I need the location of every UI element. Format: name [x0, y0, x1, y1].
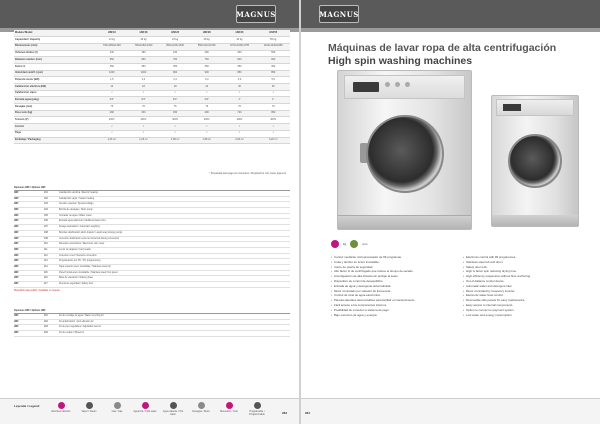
spec-cell: 400V — [128, 117, 160, 124]
spec-cell: 3/4" — [191, 97, 223, 104]
option-code: HSF — [14, 260, 19, 263]
brand-logo-text-right: MAGNUS — [319, 9, 359, 19]
option-ref: 104 — [44, 209, 48, 212]
option-ref: 103 — [44, 203, 48, 206]
spec-row — [14, 137, 290, 144]
legend-label: Vapor / Steam — [81, 410, 97, 413]
spec-cell: 23 kg — [159, 37, 191, 44]
option-code: HSF — [14, 320, 19, 323]
spec-row — [14, 57, 290, 64]
spec-cell: 180 — [128, 50, 160, 57]
option-desc: Programación por PC / PC programming — [59, 260, 101, 263]
spec-cell: 1,68 m³ — [159, 137, 191, 144]
spec-cell: 900 — [223, 57, 257, 64]
feature-item: • Out-of-balance control device. — [463, 279, 587, 284]
spec-cell: 350 — [256, 63, 290, 70]
option-code: HSF — [14, 214, 19, 217]
options-table-1 — [14, 185, 290, 292]
spec-cell: 4,0 — [223, 77, 257, 84]
badge-label-kg: kg — [343, 242, 347, 246]
spec-cell: 1" — [223, 97, 257, 104]
spec-row-label: Embalaje / Packaging — [14, 137, 96, 144]
spec-row-label: Pago — [14, 130, 96, 137]
legend-label: Gas / Gas — [111, 410, 123, 413]
feature-item: • Cuba y tambor en acero inoxidable. — [331, 260, 455, 265]
spec-cell: √ — [223, 90, 257, 97]
legend-bar — [0, 398, 300, 424]
feature-item: • Control de nivel de agua electrónico. — [331, 293, 455, 298]
spec-cell: 350 — [96, 63, 128, 70]
spec-cell: 400V — [96, 117, 128, 124]
page-title-es: Máquinas de lavar ropa de alta centrifugación — [328, 42, 557, 54]
legend-label: Programable / Programmable — [249, 410, 265, 416]
option-code: HSF — [14, 220, 19, 223]
spec-row-label: Calefacción eléctrica (kW) — [14, 84, 96, 91]
spec-cell: 1,26 m³ — [128, 137, 160, 144]
spec-row-label: Factor G — [14, 63, 96, 70]
spec-cell: 28 kg — [191, 37, 223, 44]
spec-cell: 400V — [159, 117, 191, 124]
option-ref: 201 — [44, 315, 48, 317]
legend-label: Eléctrica / Electric — [51, 410, 71, 413]
spec-cell: 13 kg — [96, 37, 128, 44]
spec-cell: 400V — [223, 117, 257, 124]
option-code: HSF — [14, 237, 19, 240]
spec-cell: 720 — [223, 110, 257, 117]
feature-item: • Electronic water level control. — [463, 293, 587, 298]
legend-item — [48, 402, 74, 414]
spec-cell: √ — [159, 130, 191, 137]
spec-cell: √ — [256, 124, 290, 131]
spec-cell: 350 — [191, 63, 223, 70]
display-screen-small — [503, 104, 521, 111]
option-ref: 116 — [44, 277, 48, 280]
spec-row-label: Capacidad / Capacity — [14, 37, 96, 44]
option-desc: Pesaje automático / Automatic weighing — [59, 226, 100, 229]
feature-item: • Stainless steel tub and drum. — [463, 260, 587, 265]
spec-col-header: HSF55 — [256, 30, 290, 37]
spec-cell: √ — [96, 124, 128, 131]
legend-icon — [142, 402, 149, 409]
spec-table — [14, 30, 290, 144]
legend-icon — [170, 402, 177, 409]
spec-row — [14, 63, 290, 70]
spec-badges — [331, 240, 367, 248]
option-code: HSF — [14, 283, 19, 285]
spec-cell: 950 — [256, 110, 290, 117]
option-ref: 110 — [44, 243, 48, 246]
spec-cell: 900 — [159, 70, 191, 77]
spec-cell: 290 — [96, 110, 128, 117]
brand-logo — [236, 5, 276, 23]
legend-bar-right — [301, 398, 600, 424]
option-ref: 202 — [44, 320, 48, 323]
spec-cell: 1,68 m³ — [191, 137, 223, 144]
option-code: HSF — [14, 231, 19, 234]
option-desc: Conexión dosificación externa / External dosing connection — [59, 237, 120, 240]
page-title — [328, 42, 556, 68]
features-list-en — [463, 255, 587, 317]
spec-cell: 400V — [191, 117, 223, 124]
option-ref: 114 — [44, 265, 48, 268]
feature-item: • Automatic water and detergent inlet. — [463, 284, 587, 289]
option-desc: Puerta de seguridad / Safety door — [59, 283, 94, 285]
legend-label: Agua caliente / Hot water — [162, 410, 184, 416]
spec-row-label: Calefacción vapor — [14, 90, 96, 97]
spec-cell: 24 — [191, 84, 223, 91]
spec-row — [14, 104, 290, 111]
machine-base — [338, 215, 471, 229]
spec-cell: 450 — [159, 110, 191, 117]
legend-icon — [254, 402, 261, 409]
porthole-door-small — [508, 134, 562, 188]
option-desc: Tapa superior acero inoxidable / Stainless steel top — [59, 265, 111, 268]
spec-col-header: Modelo/ Model — [14, 30, 96, 37]
spec-row-label: Diámetro tambor (mm) — [14, 57, 96, 64]
spec-row — [14, 43, 290, 50]
spec-row — [14, 50, 290, 57]
option-desc: Monedero electrónico / Electronic coin meter — [59, 243, 105, 246]
machine-base-small — [492, 215, 578, 226]
spec-cell: 3/4" — [96, 97, 128, 104]
option-row — [14, 282, 290, 288]
spec-cell: 76 — [159, 104, 191, 111]
spec-cell: 490 — [191, 110, 223, 117]
spec-row-label: Peso neto (kg) — [14, 110, 96, 117]
spec-cell: √ — [191, 130, 223, 137]
spec-cell: 350 — [128, 63, 160, 70]
spec-cell: 350 — [223, 63, 257, 70]
spec-cell: 850 — [223, 70, 257, 77]
option-ref: 113 — [44, 260, 48, 263]
washer-large-image — [337, 70, 472, 230]
brand-logo-right — [319, 5, 359, 23]
spin-badge-icon — [350, 240, 358, 248]
feature-item: • Amortiguación de alta eficacia sin anclaje al suelo. — [331, 274, 455, 279]
spec-cell: 1" — [256, 97, 290, 104]
control-knob — [395, 82, 400, 87]
spec-row — [14, 124, 290, 131]
spec-cell: 750 — [159, 57, 191, 64]
washer-small-image — [491, 95, 579, 227]
spec-cell: 790x1060x1390 — [128, 43, 160, 50]
option-desc: Conexión a red / Network connection — [59, 254, 97, 257]
spec-row-label: Control — [14, 124, 96, 131]
spec-row-label: Potencia motor (kW) — [14, 77, 96, 84]
feature-item: • Dispositivo de control de desequilibrio. — [331, 279, 455, 284]
option-desc: Kit de pies regulables / Adjustable feet kit — [59, 326, 101, 329]
spec-cell: √ — [159, 124, 191, 131]
feature-item: • Safety door lock. — [463, 265, 587, 270]
feature-item: • Entrada de agua y detergente automatizada. — [331, 284, 455, 289]
option-desc: Kit de reciclaje de agua / Water recycling kit — [59, 315, 104, 317]
brand-logo-text: MAGNUS — [236, 9, 276, 19]
option-ref: 106 — [44, 220, 48, 223]
option-code: HSF — [14, 254, 19, 257]
legend-label: Monedero / Coin — [220, 410, 238, 413]
spec-cell: 350 — [159, 63, 191, 70]
spec-cell: 130 — [96, 50, 128, 57]
option-desc: Contador de agua / Water meter — [59, 214, 92, 217]
spec-row — [14, 84, 290, 91]
spec-cell: 76 — [128, 104, 160, 111]
option-desc: Lector de tarjetas / Card reader — [59, 248, 91, 251]
option-code: HSF — [14, 265, 19, 268]
options-table-2 — [14, 308, 290, 337]
spec-cell: 76 — [96, 104, 128, 111]
feature-item: • Removable side panels for easy maintenance. — [463, 298, 587, 303]
option-desc: Bomba de desagüe / Drain pump — [59, 209, 93, 212]
spec-cell: 18 — [159, 84, 191, 91]
spec-cell: 400 — [223, 50, 257, 57]
spec-cell: √ — [128, 130, 160, 137]
feature-item: • Cierre de puerta de seguridad. — [331, 265, 455, 270]
option-ref: 112 — [44, 254, 48, 257]
spec-cell: 3,20 m³ — [256, 137, 290, 144]
option-code: HSF — [14, 271, 19, 274]
option-desc: Panel frontal acero inoxidable / Stainless steel front panel — [59, 271, 118, 274]
control-panel-small — [496, 99, 574, 116]
spec-row — [14, 130, 290, 137]
spec-cell: 45 — [256, 84, 290, 91]
feature-item: • Easy access to internal components. — [463, 303, 587, 308]
option-desc: Calefacción vapor / Steam heating — [59, 197, 95, 200]
spec-col-header: HSF18 — [128, 30, 160, 37]
options-table-1-title: Opciones HSF / Options HSF — [14, 185, 290, 191]
spec-cell: √ — [96, 130, 128, 137]
option-ref: 115 — [44, 271, 48, 274]
option-ref: 204 — [44, 332, 48, 335]
header-stripe-right — [301, 28, 600, 32]
spec-cell: 1120x1440x1865 — [256, 43, 290, 50]
option-ref: 111 — [44, 248, 48, 251]
spec-cell: 1,26 m³ — [96, 137, 128, 144]
spec-row — [14, 97, 290, 104]
spec-cell: 900 — [256, 57, 290, 64]
spec-footnote: * Preparada para pago por monedero / Prepared for coin meter payment — [209, 172, 286, 175]
spec-cell: 2,2 — [159, 77, 191, 84]
porthole-door — [366, 115, 444, 193]
spec-cell: √ — [159, 90, 191, 97]
spec-row-label: Desagüe (mm) — [14, 104, 96, 111]
spec-cell: 36 — [223, 84, 257, 91]
spec-cell: 750 — [191, 57, 223, 64]
spec-col-header: HSF40 — [223, 30, 257, 37]
page-number-left: 283 — [282, 411, 288, 415]
spec-cell: 230 — [159, 50, 191, 57]
option-desc: Kit antivibración / Anti-vibration kit — [59, 320, 94, 323]
spec-cell: 650 — [128, 57, 160, 64]
right-page — [301, 0, 600, 424]
legend-item — [76, 402, 102, 414]
option-ref: 105 — [44, 214, 48, 217]
spec-cell: √ — [191, 90, 223, 97]
spec-row — [14, 110, 290, 117]
page-title-en: High spin washing machines — [328, 55, 473, 67]
spec-row — [14, 70, 290, 77]
feature-item: • Motor controlado por variador de frecuencia. — [331, 289, 455, 294]
spec-cell: 18 kg — [128, 37, 160, 44]
option-code: HSF — [14, 203, 19, 206]
legend-icon — [198, 402, 205, 409]
legend-item — [188, 402, 214, 414]
spec-cell: 280 — [191, 50, 223, 57]
spec-cell: 790x1060x1390 — [96, 43, 128, 50]
spec-row — [14, 37, 290, 44]
option-code: HSF — [14, 277, 19, 280]
badge-label-rpm: rpm — [362, 242, 368, 246]
feature-item: • Low water and energy consumption. — [463, 313, 587, 318]
spec-cell: 1000 — [96, 70, 128, 77]
option-code: HSF — [14, 192, 19, 194]
control-panel — [344, 75, 465, 99]
options-table-1-note: Disponible bajo pedido / Available on request — [14, 289, 60, 292]
feature-item: • Fácil acceso a los componentes internos. — [331, 303, 455, 308]
spec-cell: 40 kg — [223, 37, 257, 44]
spec-cell: 18 — [128, 84, 160, 91]
option-code: HSF — [14, 197, 19, 200]
option-ref: 117 — [44, 283, 48, 285]
spec-row — [14, 77, 290, 84]
spec-col-header: HSF28 — [191, 30, 223, 37]
option-code: HSF — [14, 315, 19, 317]
legend-item — [216, 402, 242, 414]
feature-item: • Alto factor G de centrifugado que reduce el tiempo de secado. — [331, 269, 455, 274]
spec-cell: 1,5 — [96, 77, 128, 84]
spec-cell: 3/4" — [128, 97, 160, 104]
spec-cell: √ — [96, 90, 128, 97]
spec-cell: 76 — [256, 104, 290, 111]
option-code: HSF — [14, 226, 19, 229]
spec-cell: 850x1210x1530 — [159, 43, 191, 50]
option-code: HSF — [14, 243, 19, 246]
spec-cell: 550 — [256, 50, 290, 57]
spec-cell: 1070x1330x1765 — [223, 43, 257, 50]
option-desc: Base de elevación / Raising base — [59, 277, 93, 280]
legend-icon — [86, 402, 93, 409]
spec-row-label: Dimensiones (mm) — [14, 43, 96, 50]
spec-cell: √ — [256, 90, 290, 97]
feature-item: • High G factor spin reducing drying time. — [463, 269, 587, 274]
spec-cell: √ — [256, 130, 290, 137]
spec-cell: 850 — [256, 70, 290, 77]
option-desc: Bombas dosificación jabón líquido / Liquid soap dosing pumps — [59, 231, 123, 234]
spec-cell: 2,2 — [128, 77, 160, 84]
option-desc: Calefacción eléctrica / Electric heating — [59, 192, 98, 194]
spec-cell: √ — [128, 124, 160, 131]
option-ref: 109 — [44, 237, 48, 240]
legend-item — [104, 402, 130, 414]
spec-cell: 3,0 — [191, 77, 223, 84]
spec-cell: 76 — [191, 104, 223, 111]
feature-item: • Motor controlled by frequency inverter. — [463, 289, 587, 294]
option-ref: 107 — [44, 226, 48, 229]
option-code: HSF — [14, 326, 19, 329]
control-knob — [405, 82, 410, 87]
spec-cell: 12 — [96, 84, 128, 91]
option-desc: Entrada agua adicional / Additional water inlet — [59, 220, 106, 223]
spec-cell: 3/4" — [159, 97, 191, 104]
option-desc: Kit de ruedas / Wheel kit — [59, 332, 84, 335]
option-ref: 108 — [44, 231, 48, 234]
option-code: HSF — [14, 209, 19, 212]
option-code: HSF — [14, 332, 19, 335]
spec-col-header: HSF13 — [96, 30, 128, 37]
feature-item: • Paneles laterales desmontables para facilitar el mantenimiento. — [331, 298, 455, 303]
spec-cell: 5,5 — [256, 77, 290, 84]
feature-item: • Bajo consumo de agua y energía. — [331, 313, 455, 318]
legend-icon — [58, 402, 65, 409]
spec-row — [14, 90, 290, 97]
spec-cell: √ — [191, 124, 223, 131]
legend-icon — [114, 402, 121, 409]
spec-cell: 2,60 m³ — [223, 137, 257, 144]
spec-row — [14, 117, 290, 124]
spec-cell: 330 — [128, 110, 160, 117]
option-desc: Tensión especial / Special voltage — [59, 203, 94, 206]
legend-label: Agua fría / Cold water — [133, 410, 157, 413]
display-screen — [353, 82, 379, 92]
legend-item — [160, 402, 186, 417]
spec-cell: 900 — [191, 70, 223, 77]
option-row — [14, 331, 290, 337]
spec-cell: 76 — [223, 104, 257, 111]
capacity-badge-icon — [331, 240, 339, 248]
spec-row-label: Entrada agua (pulg.) — [14, 97, 96, 104]
legend-label: Desagüe / Drain — [192, 410, 210, 413]
spec-cell: 400V — [256, 117, 290, 124]
legend-icon — [226, 402, 233, 409]
legend-item — [244, 402, 270, 417]
spec-col-header: HSF23 — [159, 30, 191, 37]
spec-row-label: Volumen tambor (l) — [14, 50, 96, 57]
options-table-2-title: Opciones HSF / Options HSF — [14, 308, 290, 314]
feature-item: • Control mediante microprocesador de 99 programas. — [331, 255, 455, 260]
feature-item: • Option to connect to payment system. — [463, 308, 587, 313]
spec-cell: √ — [128, 90, 160, 97]
spec-cell: 850x1210x1530 — [191, 43, 223, 50]
spec-cell: 1000 — [128, 70, 160, 77]
feature-item: • Electronic control with 99 programmes. — [463, 255, 587, 260]
control-knob — [385, 82, 390, 87]
spec-row-label: Tensión (V) — [14, 117, 96, 124]
legend-title: Leyenda / Legend — [14, 404, 40, 408]
legend-item — [132, 402, 158, 414]
page-number-right: 284 — [305, 411, 311, 415]
spec-row-label: Velocidad centrif. (rpm) — [14, 70, 96, 77]
spec-cell: √ — [223, 124, 257, 131]
feature-item: • Posibilidad de conexión a sistema de pago. — [331, 308, 455, 313]
spec-cell: √ — [223, 130, 257, 137]
option-ref: 101 — [44, 192, 48, 194]
option-code: HSF — [14, 248, 19, 251]
feature-item: • High efficiency suspension without floor anchoring. — [463, 274, 587, 279]
option-ref: 102 — [44, 197, 48, 200]
option-ref: 203 — [44, 326, 48, 329]
spec-cell: 650 — [96, 57, 128, 64]
features-list-es — [331, 255, 455, 317]
spec-cell: 55 kg — [256, 37, 290, 44]
